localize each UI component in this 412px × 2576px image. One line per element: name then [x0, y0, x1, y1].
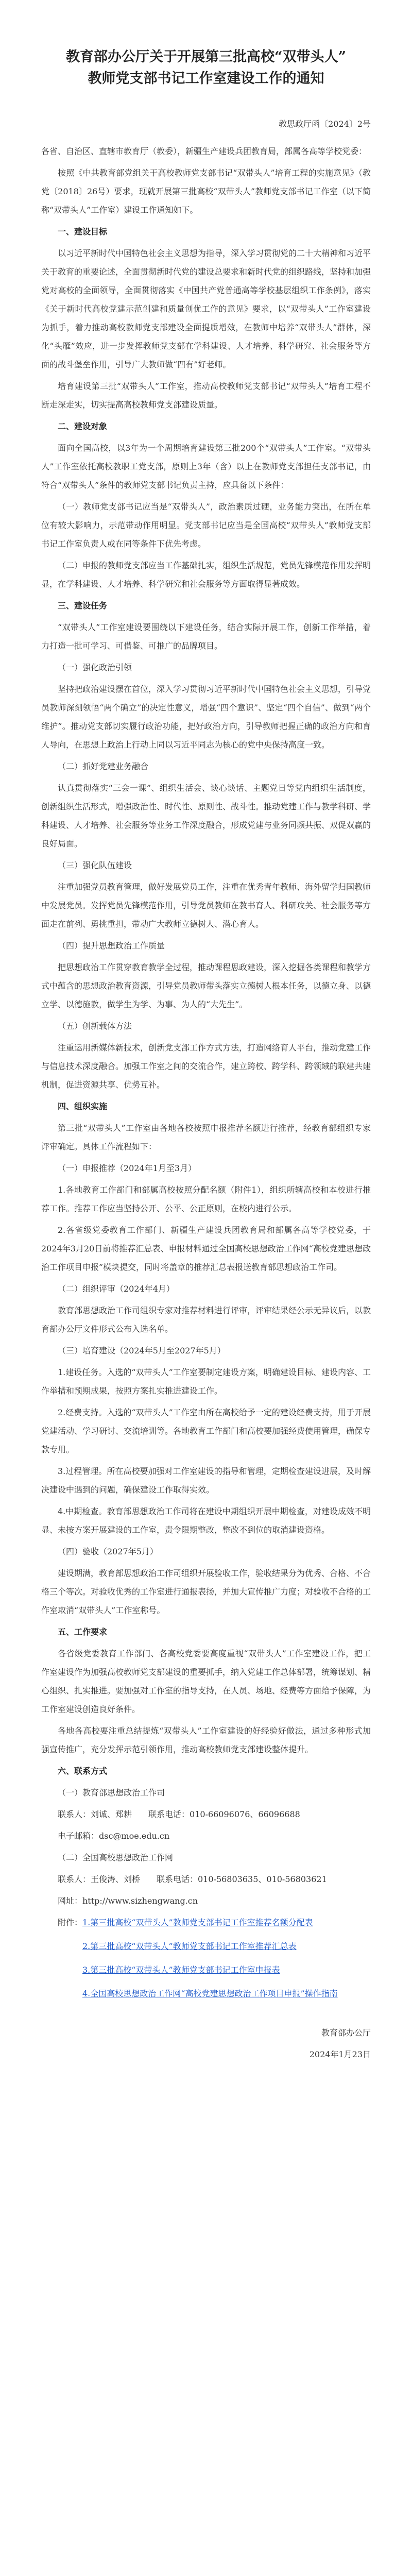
section-4-3-heading: （三）培育建设（2024年5月至2027年5月）	[58, 1346, 226, 1355]
section-4-2-paragraph: 教育部思想政治工作司组织专家对推荐材料进行评审，评审结果经公示无异议后，以教育部办公厅文件形式公布入选名单。	[41, 1306, 371, 1334]
section-3-1-paragraph: 坚持把政治建设摆在首位，深入学习贯彻习近平新时代中国特色社会主义思想，引导党员教师深刻领悟“两个确立”的决定性意义，增强“四个意识”、坚定“四个自信”、做到“两个维护”。推动党支部切实履行政治功能，把好政治方向，引导教师把握正确的政治方向和育人导向，在思想上政治上行动上同以习近平同志为核心的党中央保持高度一致。	[41, 684, 371, 750]
document-number: 教思政厅函〔2024〕2号	[279, 119, 371, 129]
section-5-paragraph-2: 各地各高校要注重总结提炼“双带头人”工作室建设的好经验好做法，通过多种形式加强宣传推广，充分发挥示范引领作用，推动高校教师党支部建设整体提升。	[41, 1726, 371, 1754]
section-4-2-heading: （二）组织评审（2024年4月）	[58, 1284, 175, 1294]
attachment-item-3	[41, 1961, 371, 1979]
section-3-4-heading: （四）提升思想政治工作质量	[58, 941, 165, 951]
section-3-5-heading: （五）创新载体方法	[58, 1021, 132, 1031]
section-2-paragraph-3: （二）申报的教师党支部应当工作基础扎实，组织生活规范，党员先锋模范作用发挥明显，在学科建设、人才培养、科学研究和社会服务等方面取得显著成效。	[41, 561, 371, 589]
section-4-3-paragraph-1: 1.建设任务。入选的“双带头人”工作室要制定建设方案，明确建设目标、建设内容、工作举措和预期成果，按照方案扎实推进建设工作。	[41, 1367, 371, 1396]
attachment-item-1	[41, 1913, 371, 1932]
section-3-2-heading: （二）抓好党建业务融合	[58, 761, 149, 771]
attachment-link-4[interactable]: 4.全国高校思想政治工作网“高校党建思想政治工作项目申报”操作指南	[82, 1989, 338, 1998]
contact-web-url: 网址：http://www.sizhengwang.cn	[58, 1896, 198, 1906]
section-3-3-heading: （三）强化队伍建设	[58, 860, 132, 870]
attachments-list	[41, 1913, 371, 2003]
attachment-link-1[interactable]: 1.第三批高校“双带头人”教师党支部书记工作室推荐名额分配表	[82, 1918, 313, 1927]
section-3-heading: 三、建设任务	[58, 601, 108, 611]
attachment-item-4	[41, 1985, 371, 2003]
section-4-1-heading: （一）申报推荐（2024年1月至3月）	[58, 1163, 197, 1173]
section-3-1-heading: （一）强化政治引领	[58, 663, 132, 672]
attachments-label: 附件：	[58, 1918, 83, 1927]
issue-date: 2024年1月23日	[309, 2049, 371, 2059]
section-2-heading: 二、建设对象	[58, 421, 108, 431]
section-2-paragraph-2: （一）教师党支部书记应当是“双带头人”，政治素质过硬，业务能力突出，在所在单位有较大影响力，示范带动作用明显。党支部书记应当是全国高校“双带头人”教师党支部书记工作室负责人或在同等条件下优先考虑。	[41, 502, 371, 549]
salutation: 各省、自治区、直辖市教育厅（教委），新疆生产建设兵团教育局，部属各高等学校党委：	[41, 146, 367, 156]
contact-moe-heading: （一）教育部思想政治工作司	[58, 1788, 165, 1798]
document-page	[41, 0, 371, 2064]
section-6-heading: 六、联系方式	[58, 1766, 108, 1776]
attachment-item-2	[41, 1937, 371, 1956]
attachment-link-2[interactable]: 2.第三批高校“双带头人”教师党支部书记工作室推荐汇总表	[82, 1941, 297, 1951]
document-title-line-1: 教育部办公厅关于开展第三批高校“双带头人”	[65, 49, 347, 65]
section-4-3-paragraph-2: 2.经费支持。入选的“双带头人”工作室由所在高校给予一定的建设经费支持，用于开展党建活动、学习研讨、交流培训等。各地教育工作部门和高校要加强经费使用管理，确保专款专用。	[41, 1408, 371, 1454]
section-3-5-paragraph: 注重运用新媒体新技术，创新党支部工作方式方法，打造网络育人平台，推动党建工作与信息技术深度融合。加强工作室之间的交流合作，建立跨校、跨学科、跨领域的联建共建机制，促进资源共享、优势互补。	[41, 1043, 371, 1090]
contact-web-heading: （二）全国高校思想政治工作网	[58, 1853, 174, 1862]
intro-paragraph: 按照《中共教育部党组关于高校教师党支部书记“双带头人”培育工程的实施意见》（教党〔2018〕26号）要求，现就开展第三批高校“双带头人”教师党支部书记工作室（以下简称“双带头人”工作室）建设工作通知如下。	[41, 168, 371, 215]
section-5-heading: 五、工作要求	[58, 1627, 108, 1637]
signature: 教育部办公厅	[321, 2028, 371, 2038]
section-5-paragraph-1: 各省级党委教育工作部门、各高校党委要高度重视“双带头人”工作室建设工作，把工作室建设作为加强高校教师党支部建设的重要抓手，纳入党建工作总体部署，统筹谋划、精心组织、扎实推进。要加强对工作室的指导支持，在人员、场地、经费等方面给予保障，为工作室建设创造良好条件。	[41, 1649, 371, 1714]
section-4-heading: 四、组织实施	[58, 1101, 108, 1111]
section-4-3-paragraph-4: 4.中期检查。教育部思想政治工作司将在建设中期组织开展中期检查，对建设成效不明显、未按方案开展建设的工作室，责令限期整改，整改不到位的取消建设资格。	[41, 1506, 371, 1535]
section-1-paragraph-2: 培育建设第三批“双带头人”工作室，推动高校教师党支部书记“双带头人”培育工程不断走深走实，切实提高高校教师党支部建设质量。	[41, 381, 371, 410]
section-2-paragraph-1: 面向全国高校，以3年为一个周期培育建设第三批200个“双带头人”工作室。“双带头人”工作室依托高校教职工党支部，原则上3年（含）以上在教师党支部担任支部书记，由符合“双带头人”条件的教师党支部书记负责主持，应具备以下条件：	[41, 443, 371, 490]
section-4-1-paragraph-2: 2.各省级党委教育工作部门、新疆生产建设兵团教育局和部属各高等学校党委，于2024年3月20日前将推荐汇总表、申报材料通过全国高校思想政治工作网“高校党建思想政治工作项目申报”模块提交，同时将盖章的推荐汇总表报送教育部思想政治工作司。	[41, 1225, 371, 1272]
section-4-intro: 第三批“双带头人”工作室由各地各校按照申报推荐名额进行推荐，经教育部组织专家评审确定。具体工作流程如下：	[41, 1123, 371, 1151]
section-4-4-paragraph: 建设期满，教育部思想政治工作司组织开展验收工作，验收结果分为优秀、合格、不合格三个等次。对验收优秀的工作室进行通报表扬，并加大宣传推广力度；对验收不合格的工作室取消“双带头人”工作室称号。	[41, 1568, 371, 1615]
section-3-3-paragraph: 注重加强党员教育管理，做好发展党员工作，注重在优秀青年教师、海外留学归国教师中发展党员。发挥党员先锋模范作用，引导党员教师在教书育人、科研攻关、社会服务等方面走在前列、勇挑重担，带动广大教师立德树人、潜心育人。	[41, 882, 371, 929]
section-4-3-paragraph-3: 3.过程管理。所在高校要加强对工作室建设的指导和管理，定期检查建设进展，及时解决建设中遇到的问题，确保建设工作取得实效。	[41, 1466, 371, 1495]
contact-web-persons: 联系人：王俊涛、刘桥 联系电话：010-56803635、010-56803621	[58, 1874, 327, 1884]
section-4-1-paragraph-1: 1.各地教育工作部门和部属高校按照分配名额（附件1），组织所辖高校和本校进行推荐工作。推荐工作应当坚持公开、公平、公正原则，在校内进行公示。	[41, 1185, 371, 1213]
contact-moe-persons: 联系人：刘诚、郑耕 联系电话：010-66096076、66096688	[58, 1809, 300, 1819]
document-title-line-2: 教师党支部书记工作室建设工作的通知	[88, 71, 324, 87]
section-1-paragraph-1: 以习近平新时代中国特色社会主义思想为指导，深入学习贯彻党的二十大精神和习近平关于教育的重要论述，全面贯彻新时代党的建设总要求和新时代党的组织路线，坚持和加强党对高校的全面领导，全面贯彻落实《中国共产党普通高等学校基层组织工作条例》，落实《关于新时代高校党建示范创建和质量创优工作的意见》要求，以“双带头人”工作室建设为抓手，着力推动高校教师党支部建设全面提质增效，在教师中培养“双带头人”群体，深化“头雁”效应，进一步发挥教师党支部在学科建设、人才培养、科学研究、社会服务等方面的战斗堡垒作用，引导广大教师做“四有”好老师。	[41, 248, 371, 369]
contact-moe-email: 电子邮箱：dsc@moe.edu.cn	[58, 1831, 170, 1841]
section-4-4-heading: （四）验收（2027年5月）	[58, 1547, 158, 1556]
section-1-heading: 一、建设目标	[58, 227, 108, 236]
section-3-2-paragraph: 认真贯彻落实“三会一课”、组织生活会、谈心谈话、主题党日等党内组织生活制度，创新组织生活形式，增强政治性、时代性、原则性、战斗性。推动党建工作与教学科研、学科建设、人才培养、社会服务等业务工作深度融合，形成党建与业务同频共振、双促双赢的良好局面。	[41, 783, 371, 849]
section-3-intro: “双带头人”工作室建设要围绕以下建设任务，结合实际开展工作，创新工作举措，着力打造一批可学习、可借鉴、可推广的品牌项目。	[41, 622, 371, 651]
section-3-4-paragraph: 把思想政治工作贯穿教育教学全过程，推动课程思政建设，深入挖掘各类课程和教学方式中蕴含的思想政治教育资源，引导党员教师带头落实立德树人根本任务，以德立身、以德立学、以德施教，做学生为学、为事、为人的“大先生”。	[41, 962, 371, 1009]
attachment-link-3[interactable]: 3.第三批高校“双带头人”教师党支部书记工作室申报表	[82, 1965, 280, 1975]
